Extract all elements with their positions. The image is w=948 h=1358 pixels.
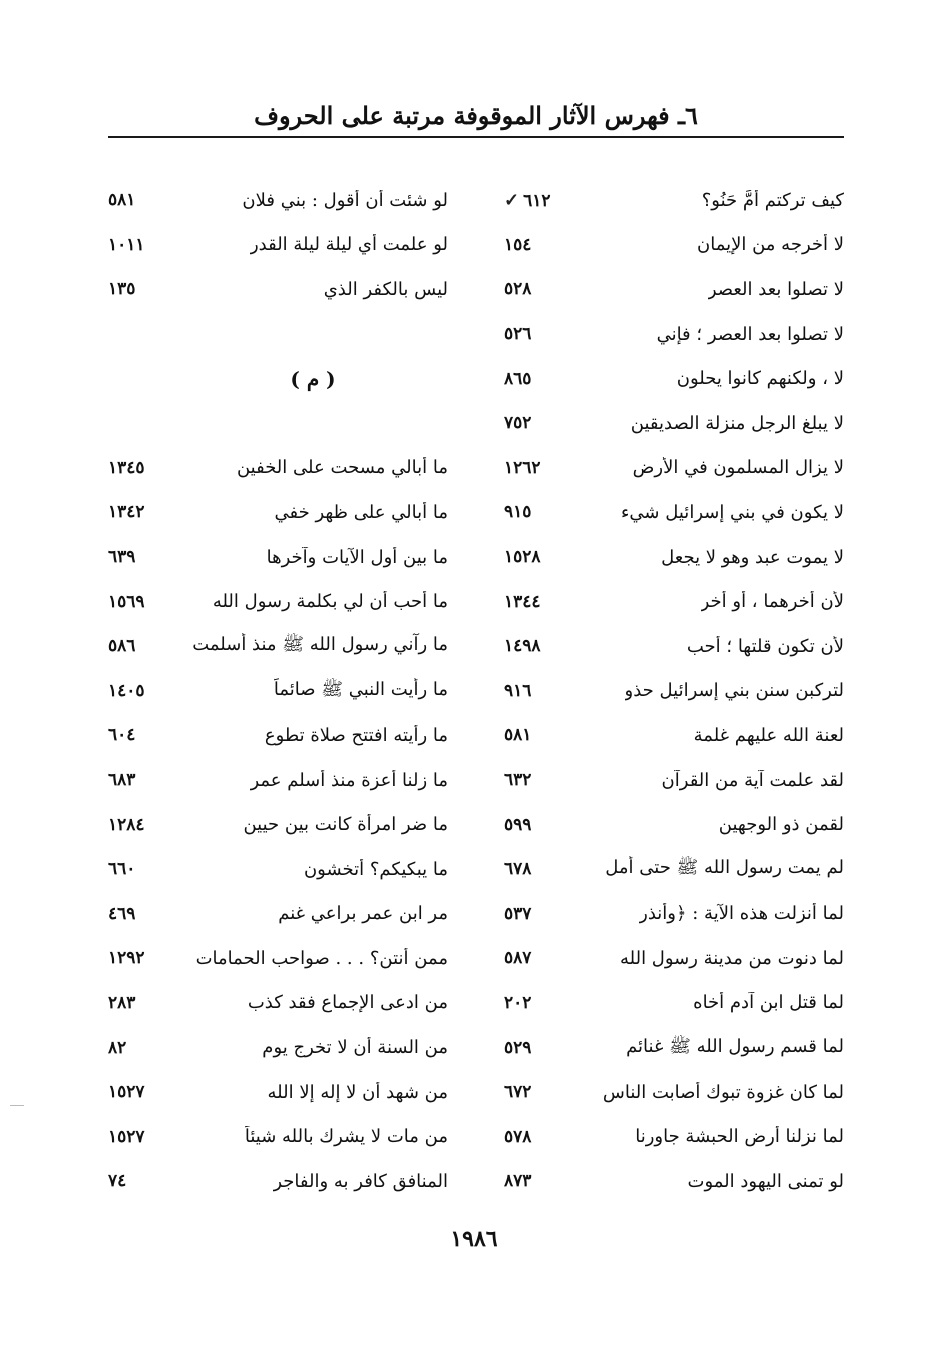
entry-text: لقد علمت آية من القرآن [661,769,844,791]
entry-page-number [504,725,554,745]
entry-text: لم يمت رسول الله ﷺ حتى أمل [605,857,844,879]
entry-page-number-value: ٥٨١ [108,190,136,211]
index-entry [504,1159,844,1204]
entry-page-number [504,369,554,389]
index-entry [504,267,844,312]
index-entry [108,178,448,223]
entry-page-number-value: ٥٢٩ [504,1037,532,1058]
section-spacer [108,401,448,446]
entry-page-number [108,235,158,255]
index-entry [108,936,448,981]
index-entry [504,669,844,714]
entry-text: من مات لا يشرك بالله شيئاً [244,1126,448,1148]
entry-page-number [108,725,158,745]
entry-text: ما أبالي على ظهر خفي [274,501,448,523]
entry-page-number-value: ٥٩٩ [504,814,532,835]
entry-text: لا يبلغ الرجل منزلة الصديقين [630,412,844,434]
header-divider [108,136,844,138]
entry-page-number-value: ٥٢٦ [504,324,532,345]
entry-page-number-value: ٥٨١ [504,725,532,746]
page-number: ١٩٨٦ [450,1226,498,1252]
index-entry [108,758,448,803]
entry-page-number [504,1171,554,1191]
index-column-left [108,178,448,1204]
entry-page-number [504,636,554,656]
entry-page-number [504,592,554,612]
entry-text: لا تصلوا بعد العصر [707,278,844,300]
index-entry [504,713,844,758]
index-entry [504,178,844,223]
entry-text: كيف تركتم أمَّ حَنُو؟ [701,189,844,211]
index-entry [504,446,844,491]
entry-page-number-value: ٨٧٣ [504,1171,532,1192]
entry-page-number [108,190,158,210]
index-entry [108,267,448,312]
entry-page-number [108,993,158,1013]
entry-page-number [108,815,158,835]
entry-page-number [504,815,554,835]
entry-page-number-value: ٨٢ [108,1037,127,1058]
index-entry [504,490,844,535]
entry-page-number [108,458,158,478]
entry-page-number-value: ١٢٨٤ [108,814,145,835]
entry-text: ما رأيت النبي ﷺ صائماً [273,678,448,700]
entry-page-number [108,279,158,299]
margin-mark [10,1105,24,1106]
entry-page-number-value: ٦٦٠ [108,859,136,880]
entry-page-number-value: ٧٤ [108,1171,127,1192]
index-column-right [504,178,844,1204]
entry-page-number-value: ١٣٤٢ [108,502,145,523]
entry-page-number [108,1038,158,1058]
entry-text: لتركبن سنن بني إسرائيل حذو [624,680,844,702]
entry-page-number [504,547,554,567]
index-entry [108,1159,448,1204]
entry-page-number-value: ١٠١١ [108,234,145,255]
entry-page-number-value: ١٣٥ [108,279,136,300]
index-entry [504,223,844,268]
index-entry [504,312,844,357]
entry-page-number [504,235,554,255]
entry-page-number [108,1127,158,1147]
entry-page-number-value: ٢٠٢ [504,992,532,1013]
entry-page-number-value: ٢٨٣ [108,992,136,1013]
entry-page-number-value: ٥٧٨ [504,1126,532,1147]
index-entry [504,892,844,937]
entry-page-number [504,324,554,344]
entry-text: لا يكون في بني إسرائيل شيء [620,501,844,523]
entry-text: ما يبكيكم؟ أتخشون [303,858,448,880]
index-entry [504,535,844,580]
entry-page-number [504,859,554,879]
entry-page-number-value: ١٤٠٥ [108,680,145,701]
index-entry [504,847,844,892]
entry-text: من ادعى الإجماع فقد كذب [247,992,448,1014]
entry-page-number [504,190,554,211]
entry-text: ما زلنا أعزة منذ أسلم عمر [250,769,448,791]
entry-page-number-value: ٤٦٩ [108,903,136,924]
index-entry [108,446,448,491]
entry-text: من شهد أن لا إله إلا الله [267,1081,448,1103]
index-entry [108,490,448,535]
entry-text: من السنة أن لا تخرج يوم [262,1037,448,1059]
entry-page-number-value: ٨٦٥ [504,368,532,389]
index-entry [504,981,844,1026]
entry-text: ما بين أول الآيات وآخرها [266,546,448,568]
entry-page-number [504,1127,554,1147]
entry-text: لا تصلوا بعد العصر ؛ فإني [656,323,844,345]
entry-page-number-value: ١٥٢٧ [108,1126,145,1147]
index-entry [504,1070,844,1115]
index-entry [108,892,448,937]
index-entry [108,535,448,580]
index-entry [108,981,448,1026]
section-heading [108,356,448,401]
entry-text: ما أبالي مسحت على الخفين [236,457,448,479]
entry-page-number [108,547,158,567]
entry-page-number-value: ١٢٦٢ [504,457,541,478]
index-entry [504,401,844,446]
entry-text: لما قتل ابن آدم أخاه [693,992,844,1014]
entry-page-number [504,458,554,478]
entry-text: لا يموت عبد وهو لا يجعل [661,546,844,568]
entry-text: لا يزال المسلمون في الأرض [632,457,844,479]
entry-page-number [108,1171,158,1191]
entry-text: لو تمنى اليهود الموت [687,1170,844,1192]
entry-page-number [504,1038,554,1058]
index-entry [504,624,844,669]
entry-page-number-value: ٦٠٤ [108,725,136,746]
index-entry [504,758,844,803]
index-entry [108,802,448,847]
entry-page-number-value: ٦٣٩ [108,547,136,568]
index-entry [108,223,448,268]
entry-page-number-value: ١٥٦٩ [108,591,145,612]
entry-text: ممن أنتن؟ . . . صواحب الحمامات [195,947,448,969]
entry-text: ما ضر امرأة كانت بين حيين [243,814,448,836]
entry-page-number-value: ٩١٦ [504,680,532,701]
index-entry [504,356,844,401]
entry-page-number [108,904,158,924]
index-entry [504,936,844,981]
entry-page-number-value: ١٥٢٧ [108,1082,145,1103]
index-entry [108,1070,448,1115]
entry-text: لأن تكون قلتها ؛ أحب [686,635,844,657]
entry-text: لو شئت أن أقول : بني فلان [242,189,448,211]
entry-page-number [108,636,158,656]
entry-page-number-value: ٦٣٢ [504,770,532,791]
entry-page-number-value: ١٣٤٥ [108,457,145,478]
entry-text: لما نزلنا أرض الحبشة جاورنا [635,1126,844,1148]
entry-page-number [504,1082,554,1102]
entry-page-number-value: ١٢٩٢ [108,948,145,969]
entry-page-number-value: ٦١٢ [523,190,551,211]
entry-text: لعنة الله عليهم غلمة [693,724,844,746]
entry-text: ما رأيته افتتح صلاة تطوع [264,724,448,746]
index-entry [504,1114,844,1159]
entry-page-number-value: ٥٣٧ [504,903,532,924]
entry-text: لا ، ولكنهم كانوا يحلون [676,368,844,390]
entry-text: لأن أخرهما ، أو أخر [700,591,844,613]
entry-page-number-value: ٥٨٧ [504,948,532,969]
entry-page-number [504,904,554,924]
entry-text: لما دنوت من مدينة رسول الله [619,947,844,969]
index-entry [504,1025,844,1070]
entry-page-number [504,993,554,1013]
entry-page-number [108,859,158,879]
entry-page-number [504,770,554,790]
entry-page-number [108,770,158,790]
entry-page-number [108,1082,158,1102]
entry-text: ما أحب أن لي بكلمة رسول الله [212,591,448,613]
entry-text: المنافق كافر به والفاجر [273,1170,448,1192]
index-entry [108,669,448,714]
entry-text: ما رآني رسول الله ﷺ منذ أسلمت [192,634,448,656]
entry-text: لو علمت أي ليلة ليلة القدر [249,234,448,256]
handwritten-check-icon: ✓ [504,189,520,211]
entry-page-number [504,948,554,968]
entry-page-number-value: ٥٢٨ [504,279,532,300]
entry-page-number [504,413,554,433]
entry-text: لا أخرجه من الإيمان [697,234,844,256]
section-spacer [108,312,448,357]
entry-page-number-value: ٦٧٨ [504,859,532,880]
entry-page-number-value: ١٤٩٨ [504,636,541,657]
index-entry [108,1114,448,1159]
index-entry [108,579,448,624]
entry-text: مر ابن عمر براعي غنم [278,903,448,925]
entry-page-number [108,502,158,522]
index-entry [108,847,448,892]
entry-page-number [504,279,554,299]
entry-text: لما كان غزوة تبوك أصابت الناس [602,1081,844,1103]
entry-page-number-value: ٧٥٢ [504,413,532,434]
index-entry [504,579,844,624]
index-entry [108,713,448,758]
entry-page-number-value: ٦٨٣ [108,770,136,791]
section-heading-label: ( م ) [290,366,336,391]
entry-text: لقمن ذو الوجهين [718,814,844,836]
index-entry [108,1025,448,1070]
entry-text: ليس بالكفر الذي [323,278,448,300]
index-entry [504,802,844,847]
entry-page-number [108,592,158,612]
entry-page-number-value: ٥٨٦ [108,636,136,657]
entry-text: لما قسم رسول الله ﷺ غنائم [626,1035,844,1057]
entry-text: لما أنزلت هذه الآية : ﴿وأنذر [639,903,844,925]
entry-page-number [504,681,554,701]
entry-page-number-value: ١٥٢٨ [504,547,541,568]
page-title: ٦ـ فهرس الآثار الموقوفة مرتبة على الحروف [254,101,698,130]
entry-page-number [108,681,158,701]
entry-page-number-value: ١٥٤ [504,234,532,255]
entry-page-number [108,948,158,968]
index-entry [108,624,448,669]
entry-page-number [504,502,554,522]
entry-page-number-value: ٩١٥ [504,502,532,523]
entry-page-number-value: ٦٧٢ [504,1082,532,1103]
entry-page-number-value: ١٣٤٤ [504,591,541,612]
